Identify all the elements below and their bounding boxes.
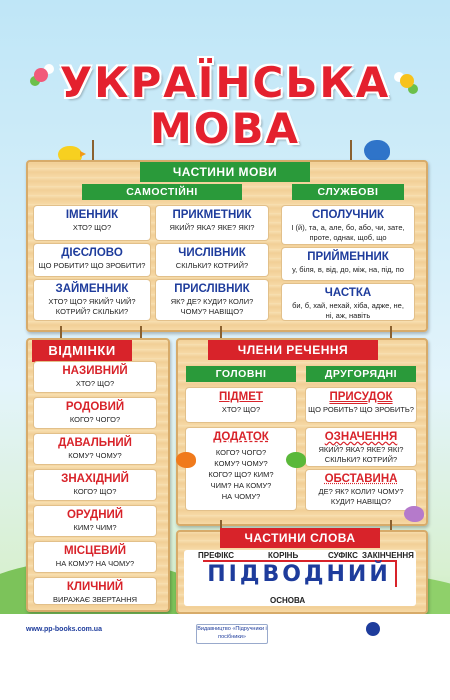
card-title: ДОДАТОК: [213, 431, 269, 443]
root-label: КОРІНЬ: [268, 551, 299, 560]
example-word-text: ПІДВОДНИЙ: [203, 560, 397, 587]
publisher-name: Видавництво «Підручники і посібники»: [197, 626, 267, 640]
flower-icon: [34, 68, 48, 82]
card-title: ІМЕННИК: [65, 209, 119, 221]
emblem-icon: [366, 622, 380, 636]
rope: [350, 140, 352, 162]
sentence-part-card: [186, 388, 296, 422]
card-title: ЧАСТКА: [324, 287, 372, 299]
card-examples: І (й), та, а, але, бо, або, чи, зате, проте, однак, щоб, що: [291, 223, 405, 242]
case-card: [34, 362, 156, 392]
bird-beak-icon: [80, 151, 86, 157]
case-question: КИМ? ЧИМ?: [73, 523, 117, 532]
case-card: [34, 578, 156, 604]
card-title: ЗАЙМЕННИК: [55, 283, 129, 295]
part-of-speech-card: [156, 244, 268, 276]
case-question: КОМУ? ЧОМУ?: [68, 451, 122, 460]
sentence-parts-banner: ЧЛЕНИ РЕЧЕННЯ: [208, 340, 378, 360]
secondary-parts-label: ДРУГОРЯДНІ: [306, 366, 416, 382]
case-question: КОГО? ЩО?: [73, 487, 117, 496]
card-title: ЧИСЛІВНИК: [178, 247, 246, 259]
card-title: ПРИСУДОК: [329, 391, 393, 403]
card-question: ХТО? ЩО?: [72, 223, 112, 232]
card-title: ПРИЙМЕННИК: [307, 251, 389, 263]
card-question: КОГО? ЧОГО? КОМУ? ЧОМУ? КОГО? ЩО? КИМ? ЧИМ? НА КОМУ? НА ЧОМУ?: [208, 448, 274, 501]
case-name: МІСЦЕВИЙ: [64, 545, 126, 557]
case-name: КЛИЧНИЙ: [66, 581, 124, 593]
card-question: ЯКИЙ? ЯКА? ЯКЕ? ЯКІ? СКІЛЬКИ? КОТРИЙ?: [318, 445, 404, 464]
rope: [92, 140, 94, 162]
suffix-label: СУФІКС: [328, 551, 358, 560]
case-name: НАЗИВНИЙ: [62, 365, 128, 377]
part-of-speech-card: [282, 248, 414, 280]
card-question: ЯК? ДЕ? КУДИ? КОЛИ? ЧОМУ? НАВІЩО?: [170, 297, 254, 316]
base-label: ОСНОВА: [270, 596, 306, 605]
card-question: ЯКИЙ? ЯКА? ЯКЕ? ЯКІ?: [169, 223, 255, 232]
part-of-speech-card: [156, 206, 268, 240]
card-title: ПІДМЕТ: [219, 391, 263, 403]
case-name: ДАВАЛЬНИЙ: [58, 437, 132, 449]
card-question: ЩО РОБИТЬ? ЩО ЗРОБИТЬ?: [308, 405, 414, 414]
case-question: НА КОМУ? НА ЧОМУ?: [55, 559, 135, 568]
word-parts-banner: ЧАСТИНИ СЛОВА: [220, 528, 380, 548]
case-name: ЗНАХІДНИЙ: [61, 473, 129, 485]
card-examples: у, біля, в, від, до, між, на, під, по: [292, 265, 404, 274]
case-card: [34, 542, 156, 572]
independent-label: САМОСТІЙНІ: [82, 184, 242, 200]
cases-banner: ВІДМІНКИ: [32, 340, 132, 362]
part-of-speech-card: [282, 206, 414, 244]
main-parts-label: ГОЛОВНІ: [186, 366, 296, 382]
sentence-part-card: [306, 388, 416, 422]
sentence-part-card: [306, 470, 416, 510]
flower-icon: [400, 74, 414, 88]
card-title: ДІЄСЛОВО: [61, 247, 123, 259]
auxiliary-label: СЛУЖБОВІ: [292, 184, 404, 200]
part-of-speech-card: [34, 206, 150, 240]
part-of-speech-card: [156, 280, 268, 320]
case-card: [34, 434, 156, 464]
publisher-site[interactable]: www.pp-books.com.ua: [26, 626, 102, 633]
part-of-speech-card: [282, 284, 414, 320]
sentence-part-card: [306, 428, 416, 466]
card-title: ПРИСЛІВНИК: [174, 283, 250, 295]
case-question: КОГО? ЧОГО?: [69, 415, 121, 424]
case-card: [34, 398, 156, 428]
blue-bird-icon: [364, 140, 390, 162]
purple-bird-icon: [404, 506, 424, 522]
case-card: [34, 470, 156, 500]
publisher-logo: [196, 624, 268, 644]
card-question: ХТО? ЩО? ЯКИЙ? ЧИЙ? КОТРИЙ? СКІЛЬКИ?: [48, 297, 136, 316]
case-name: РОДОВИЙ: [65, 401, 125, 413]
page-title-line2: МОВА: [149, 104, 301, 153]
card-question: ЩО РОБИТИ? ЩО ЗРОБИТИ?: [38, 261, 146, 270]
green-bird-icon: [286, 452, 306, 468]
card-examples: би, б, хай, нехай, хіба, адже, не, ні, аж, навіть: [292, 301, 404, 320]
card-title: ОЗНАЧЕННЯ: [324, 431, 398, 443]
parts-of-speech-banner: ЧАСТИНИ МОВИ: [140, 162, 310, 182]
card-question: ДЕ? ЯК? КОЛИ? ЧОМУ? КУДИ? НАВІЩО?: [318, 487, 404, 506]
orange-bird-icon: [176, 452, 196, 468]
case-question: ХТО? ЩО?: [75, 379, 115, 388]
prefix-label: ПРЕФІКС: [198, 551, 235, 560]
case-name: ОРУДНИЙ: [66, 509, 124, 521]
ending-label: ЗАКІНЧЕННЯ: [362, 551, 414, 560]
card-question: ХТО? ЩО?: [221, 405, 261, 414]
case-card: [34, 506, 156, 536]
case-question: ВИРАЖАЄ ЗВЕРТАННЯ: [52, 595, 138, 604]
card-title: ПРИКМЕТНИК: [172, 209, 252, 221]
example-word: [186, 562, 414, 587]
sentence-part-card: [186, 428, 296, 510]
page-title-line1: УКРАЇНСЬКА: [59, 58, 391, 107]
card-title: ОБСТАВИНА: [324, 473, 398, 485]
card-question: СКІЛЬКИ? КОТРИЙ?: [175, 261, 249, 270]
part-of-speech-card: [34, 280, 150, 320]
card-title: СПОЛУЧНИК: [311, 209, 385, 221]
part-of-speech-card: [34, 244, 150, 276]
